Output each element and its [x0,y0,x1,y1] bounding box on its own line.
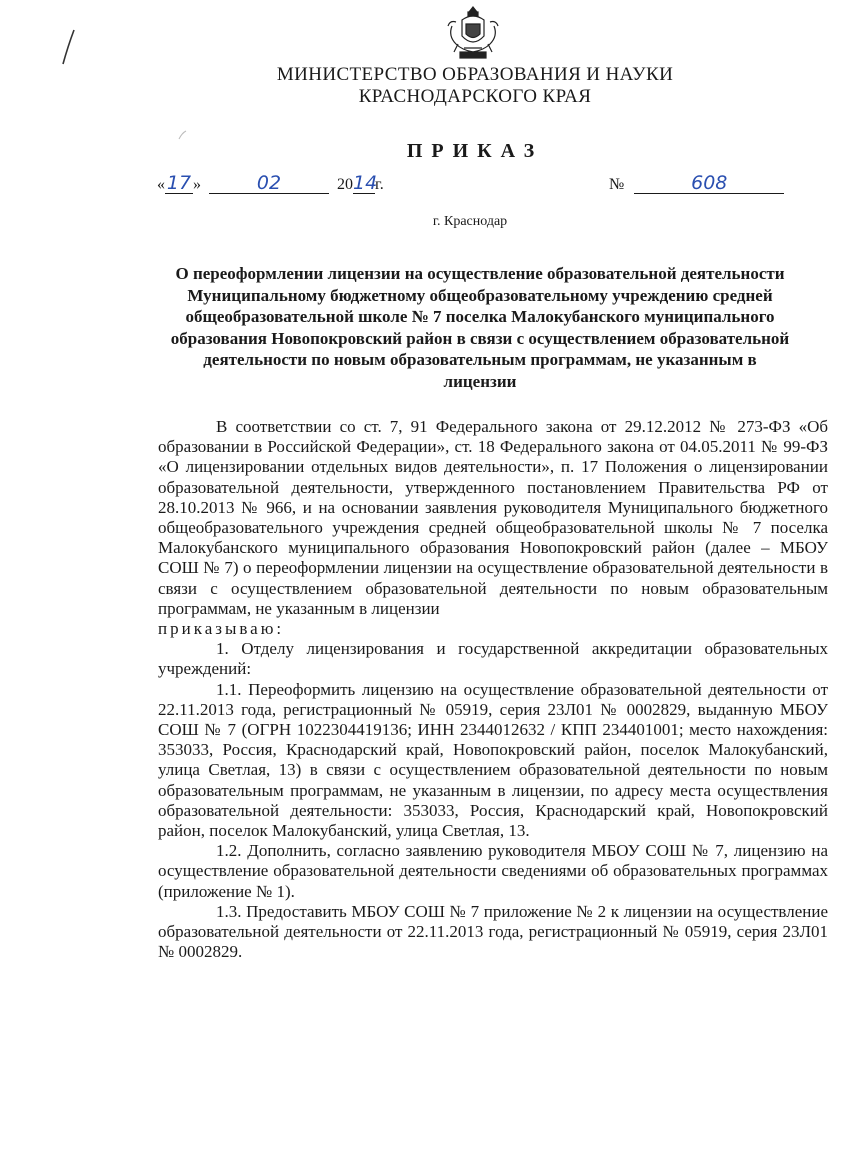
date-quote-open: « [157,176,165,193]
date-day: 17 [166,172,192,194]
date-month: 02 [209,174,329,194]
item-1-3: 1.3. Предоставить МБОУ СОШ № 7 приложение № 2 к лицензии на осуществление образовательной деятельности от 22.11.2013 года, регистрационный № 05919, серия 23Л01 № 0002829. [158,901,828,962]
ministry-line-2: КРАСНОДАРСКОГО КРАЯ [358,86,592,107]
handwritten-stroke-icon [58,28,78,71]
order-number [609,174,784,196]
date-year-suffix: 14 [353,172,378,194]
item-1-2: 1.2. Дополнить, согласно заявлению руководителя МБОУ СОШ № 7, лицензию на осуществление образовательной деятельности сведениями об образовательных программах (приложение № 1). [158,841,828,901]
number-value: 608 [634,174,784,194]
item-1-1: 1.1. Переоформить лицензию на осуществление образовательной деятельности от 22.11.2013 года, регистрационный № 05919, серия 23Л01 № 0002829, выданную МБОУ СОШ № 7 (ОГРН 1022304419136; ИНН 2344012632 / КПП 234401001; место нахождения: 353033, Россия, Краснодарский край, Новопокровский район, поселок Малокубанский, улица Светлая, 13) в связи с осуществлением образовательной деятельности по новым образовательным программам, не указанным в лицензии, по адресу места осуществления образовательной деятельности: 353033, Россия, Краснодарский край, Новопокровский район, поселок Малокубанский, улица Светлая, 13. [158,679,828,841]
ministry-name [180,64,770,108]
date-year-unit: г. [375,176,384,193]
order-word: приказываю: [158,619,285,639]
order-date [157,174,384,196]
preamble-paragraph: В соответствии со ст. 7, 91 Федерального закона от 29.12.2012 № 273-ФЗ «Об образовании в Российской Федерации», ст. 18 Федерального закона от 04.05.2011 № 99-ФЗ «О лицензировании отдельных видов деятельности», п. 17 Положения о лицензировании образовательной деятельности, утвержденного постановлением Правительства РФ от 28.10.2013 № 966, и на основании заявления руководителя Муниципального бюджетного общеобразовательного учреждения средней общеобразовательной школы № 7 поселка Малокубанского муниципального образования Новопокровский район (далее – МБОУ СОШ № 7) о переоформлении лицензии на осуществление образовательной деятельности в связи с осуществлением образовательной деятельности по новым образовательным программам, не указанным в лицензии [158,417,828,618]
item-1: 1. Отделу лицензирования и государственной аккредитации образовательных учреждений: [158,639,828,679]
city-name: г. Краснодар [432,214,508,229]
order-body [158,417,828,962]
order-title: ПРИКАЗ [406,140,544,162]
date-year-prefix: 20 [337,176,353,193]
coat-of-arms-icon [444,4,502,62]
number-label: № [609,176,625,193]
date-quote-close: » [193,176,201,193]
ministry-line-1: МИНИСТЕРСТВО ОБРАЗОВАНИЯ И НАУКИ [276,64,674,85]
order-heading: О переоформлении лицензии на осуществление образовательной деятельности Муниципальному бюджетному общеобразовательному учреждению средней общеобразовательной школе № 7 поселка Малокубанского муниципального образования Новопокровский район в связи с осуществлением образовательной деятельности по новым образовательным программам, не указанным в лицензии [170,264,790,391]
